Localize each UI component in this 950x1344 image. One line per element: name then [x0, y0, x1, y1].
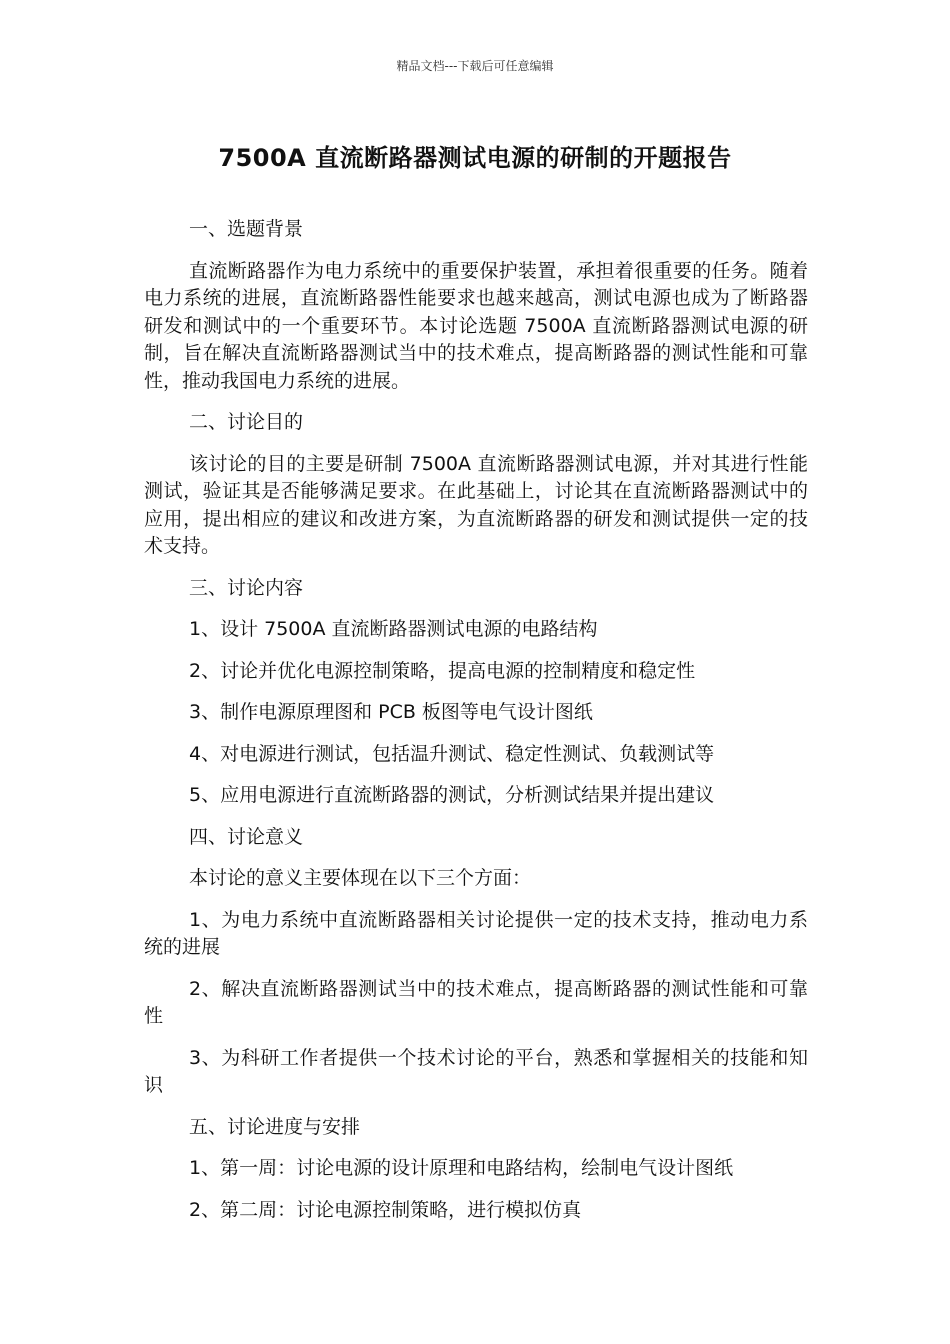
- purpose-paragraph: 该讨论的目的主要是研制 7500A 直流断路器测试电源，并对其进行性能测试，验证其是否能够满足要求。在此基础上，讨论其在直流断路器测试中的应用，提出相应的建议和改进方案，为直流断路器的研发和测试提供一定的技术支持。: [144, 452, 808, 557]
- schedule-item: 1、第一周：讨论电源的设计原理和电路结构，绘制电气设计图纸: [189, 1157, 734, 1179]
- schedule-item: 2、第二周：讨论电源控制策略，进行模拟仿真: [189, 1198, 582, 1221]
- significance-item: 1、为电力系统中直流断路器相关讨论提供一定的技术支持，推动电力系统的进展: [144, 908, 808, 958]
- section-heading-purpose: 二、讨论目的: [189, 411, 304, 433]
- content-item: 3、制作电源原理图和 PCB 板图等电气设计图纸: [189, 701, 593, 723]
- content-item: 5、应用电源进行直流断路器的测试，分析测试结果并提出建议: [189, 784, 715, 806]
- background-paragraph: 直流断路器作为电力系统中的重要保护装置，承担着很重要的任务。随着电力系统的进展，直流断路器性能要求也越来越高，测试电源也成为了断路器研发和测试中的一个重要环节。本讨论选题 7500A 直流断路器测试电源的研制，旨在解决直流断路器测试当中的技术难点，提高断路器的测试性能和可靠性，推动我国电力系统的进展。: [144, 259, 808, 392]
- content-item: 1、设计 7500A 直流断路器测试电源的电路结构: [189, 618, 598, 640]
- section-heading-significance: 四、讨论意义: [189, 825, 304, 848]
- significance-item: 3、为科研工作者提供一个技术讨论的平台，熟悉和掌握相关的技能和知识: [144, 1046, 808, 1096]
- section-heading-content: 三、讨论内容: [189, 576, 304, 599]
- page-header: 精品文档---下载后可任意编辑: [396, 59, 554, 73]
- significance-intro: 本讨论的意义主要体现在以下三个方面：: [189, 867, 532, 889]
- document-title: 7500A 直流断路器测试电源的研制的开题报告: [218, 144, 732, 172]
- section-heading-schedule: 五、讨论进度与安排: [189, 1115, 361, 1138]
- document-body: [144, 216, 808, 1238]
- significance-item: 2、解决直流断路器测试当中的技术难点，提高断路器的测试性能和可靠性: [144, 977, 808, 1027]
- content-item: 2、讨论并优化电源控制策略，提高电源的控制精度和稳定性: [189, 659, 696, 682]
- content-item: 4、对电源进行测试，包括温升测试、稳定性测试、负载测试等: [189, 742, 715, 765]
- section-heading-background: 一、选题背景: [189, 218, 304, 240]
